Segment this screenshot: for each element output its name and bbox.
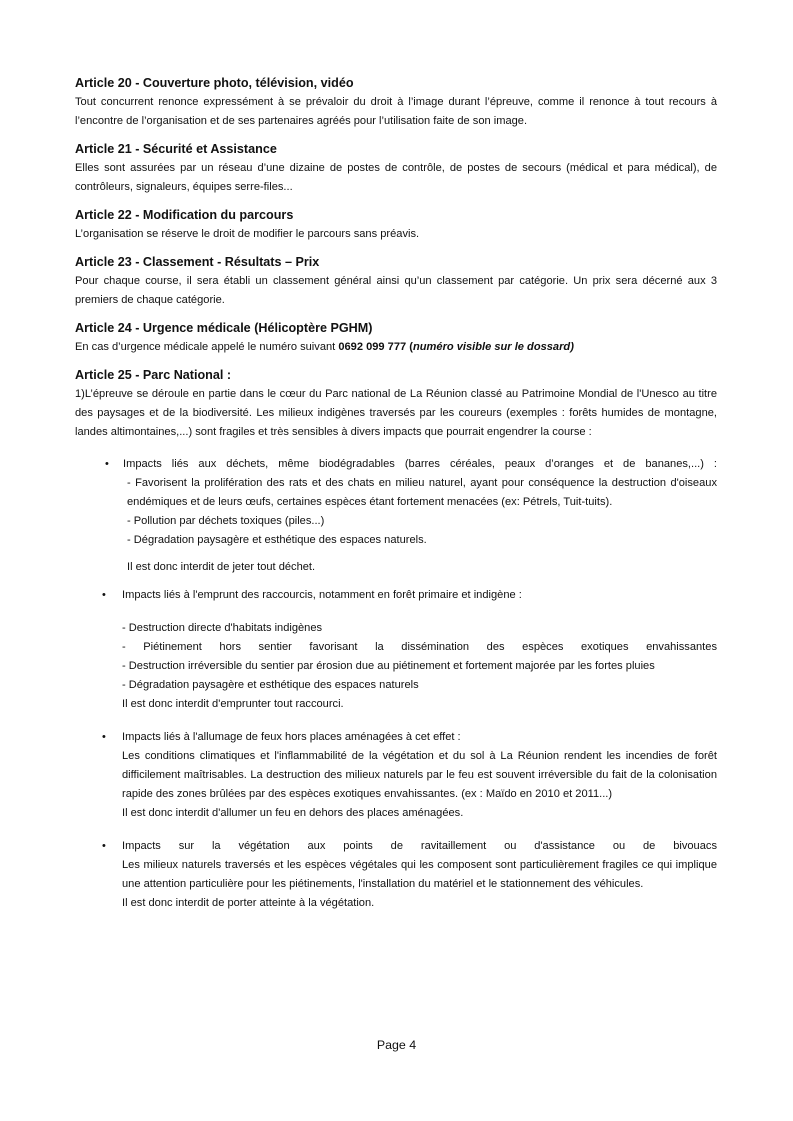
paren-open: ( xyxy=(406,341,413,353)
article-24 xyxy=(75,319,717,357)
article-text: Tout concurrent renonce expressément à se prévaloir du droit à l’image durant l’épreuve, comme il renonce à tout recours à l’encontre de l’organisation et de ses partenaires agréés pour l’utilisation faite de son image. xyxy=(75,96,717,127)
article-22 xyxy=(75,206,717,244)
bullet-dot-icon: • xyxy=(102,731,106,743)
bullet-item xyxy=(75,837,717,913)
bullet-item xyxy=(75,586,717,714)
bullet-line: - Pollution par déchets toxiques (piles...) xyxy=(127,515,325,527)
bullet-conclusion: Il est donc interdit de porter atteinte à la végétation. xyxy=(122,897,375,909)
article-text: L’organisation se réserve le droit de modifier le parcours sans préavis. xyxy=(75,228,420,240)
bullet-line: - Piétinement hors sentier favorisant la dissémination des espèces exotiques envahissantes xyxy=(122,641,717,653)
article-title: Article 25 - Parc National : xyxy=(75,368,232,382)
bullet-head: Impacts liés aux déchets, même biodégradables (barres céréales, peaux d’oranges et de bananes,...) : xyxy=(123,458,717,470)
page-number: Page 4 xyxy=(376,1038,417,1052)
bullet-item xyxy=(75,455,717,577)
article-title: Article 20 - Couverture photo, télévision, vidéo xyxy=(75,76,354,90)
article-title: Article 24 - Urgence médicale (Hélicoptère PGHM) xyxy=(75,321,373,335)
bullet-head: Impacts sur la végétation aux points de ravitaillement ou d'assistance ou de bivouacs xyxy=(122,840,717,852)
bullet-dot-icon: • xyxy=(105,458,109,470)
article-21 xyxy=(75,140,717,197)
bullet-head: Impacts liés à l'emprunt des raccourcis, notamment en forêt primaire et indigène : xyxy=(122,589,522,601)
article-25 xyxy=(75,366,717,913)
bullet-conclusion: Il est donc interdit d'emprunter tout raccourci. xyxy=(122,698,344,710)
article-23 xyxy=(75,253,717,310)
bullet-conclusion: Il est donc interdit d'allumer un feu en dehors des places aménagées. xyxy=(122,807,464,819)
bullet-item xyxy=(75,728,717,823)
article-text: Elles sont assurées par un réseau d’une dizaine de postes de contrôle, de postes de secours (médical et para médical), de contrôleurs, signaleurs, équipes serre-files... xyxy=(75,162,717,193)
bullet-line: - Destruction irréversible du sentier par érosion due au piétinement et fortement majorée par les fortes pluies xyxy=(122,660,655,672)
emergency-note: numéro visible sur le dossard) xyxy=(412,341,574,353)
emergency-text: En cas d’urgence médicale appelé le numéro suivant xyxy=(75,341,339,353)
bullet-conclusion: Il est donc interdit de jeter tout déchet. xyxy=(127,561,316,573)
bullet-head: Impacts liés à l'allumage de feux hors places aménagées à cet effet : xyxy=(122,731,461,743)
article-20 xyxy=(75,74,717,131)
bullet-line: - Dégradation paysagère et esthétique des espaces naturels. xyxy=(127,534,427,546)
document-body xyxy=(75,74,717,913)
bullet-line: - Destruction directe d'habitats indigènes xyxy=(122,622,323,634)
article-title: Article 23 - Classement - Résultats – Prix xyxy=(75,255,320,269)
bullet-line: Les milieux naturels traversés et les espèces végétales qui les composent sont particulièrement fragiles ce qui implique une attention particulière pour les piétinements, l'installation du matériel et le stationnement des véhicules. xyxy=(122,859,717,890)
emergency-phone: 0692 099 777 xyxy=(338,341,407,353)
article-intro: 1)L’épreuve se déroule en partie dans le cœur du Parc national de La Réunion classé au Patrimoine Mondial de l'Unesco au titre des paysages et de la biodiversité. Les milieux indigènes traversés par les coureurs (exemples : forêts humides de montagne, landes altimontaines,...) sont fragiles et très sensibles à divers impacts que pourrait engendrer la course : xyxy=(75,388,717,438)
bullet-line: - Favorisent la prolifération des rats et des chats en milieu naturel, ayant pour conséquence la destruction d'oiseaux endémiques et de leurs œufs, certaines espèces étant fortement menacées (ex: Pétrels, Tuit-tuits). xyxy=(127,477,717,508)
bullet-dot-icon: • xyxy=(102,589,106,601)
article-text: Pour chaque course, il sera établi un classement général ainsi qu’un classement par catégorie. Un prix sera décerné aux 3 premiers de chaque catégorie. xyxy=(75,275,717,306)
article-title: Article 22 - Modification du parcours xyxy=(75,208,294,222)
article-text xyxy=(75,338,717,357)
bullet-dot-icon: • xyxy=(102,840,106,852)
article-title: Article 21 - Sécurité et Assistance xyxy=(75,142,277,156)
bullet-line: - Dégradation paysagère et esthétique des espaces naturels xyxy=(122,679,419,691)
bullet-line: Les conditions climatiques et l'inflammabilité de la végétation et du sol à La Réunion rendent les incendies de forêt difficilement maîtrisables. La destruction des milieux naturels par le feu est souvent irréversible du fait de la colonisation rapide des zones brûlées par des espèces exotiques envahissantes. (ex : Maïdo en 2010 et 2011...) xyxy=(122,750,717,800)
